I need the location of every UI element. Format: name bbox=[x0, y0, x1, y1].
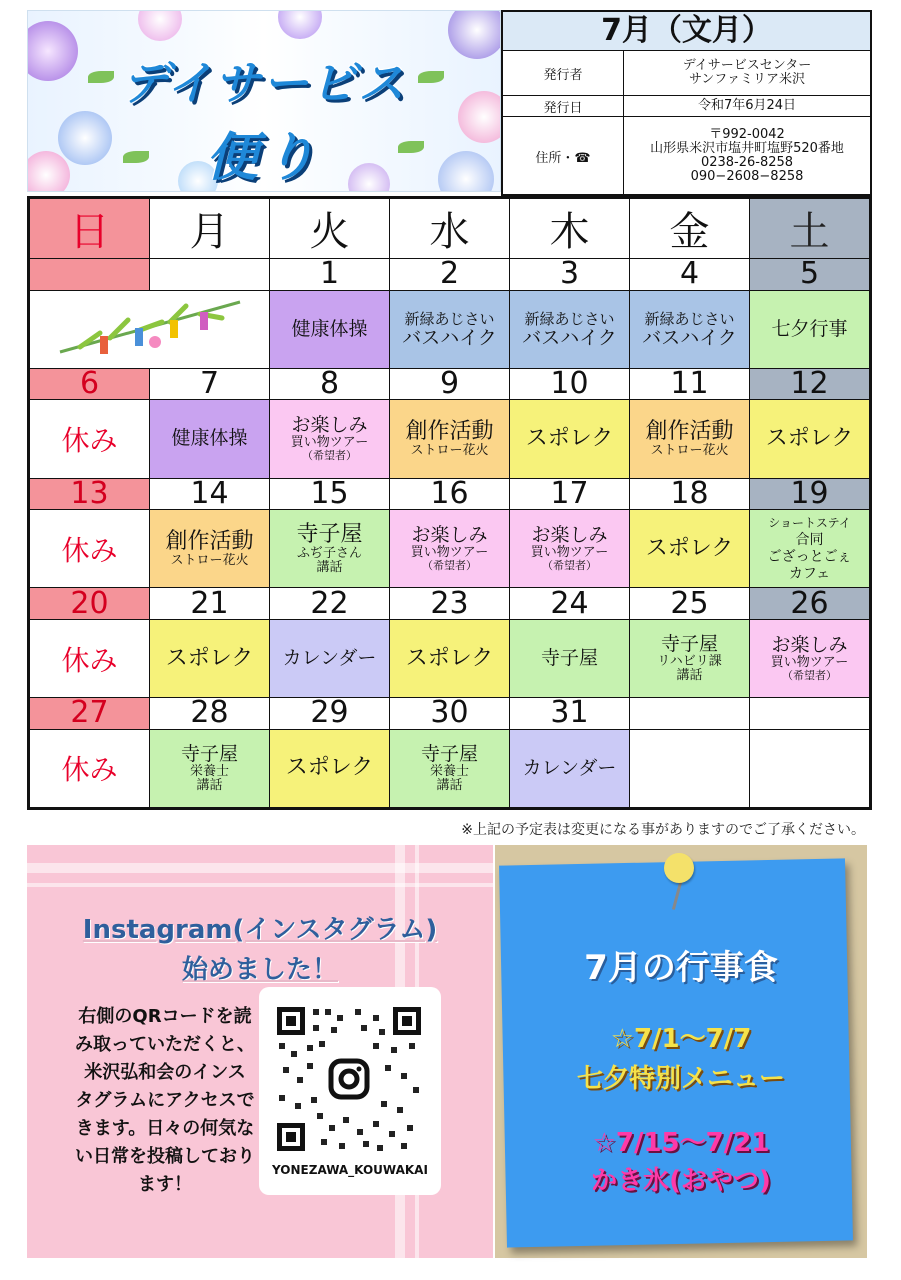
event-cell bbox=[630, 290, 750, 368]
date-cell: 28 bbox=[150, 698, 270, 730]
empty-cell bbox=[750, 729, 870, 807]
date-cell: 1 bbox=[270, 258, 390, 290]
event-row-week5 bbox=[30, 729, 870, 807]
description-line: 米沢弘和会のインス bbox=[84, 1062, 246, 1083]
date-cell: 27 bbox=[30, 698, 150, 730]
event-note: 講話 bbox=[436, 777, 463, 793]
date-row-week2 bbox=[30, 368, 870, 400]
event-title: スポレク bbox=[405, 645, 494, 671]
date-cell: 24 bbox=[510, 588, 630, 620]
event-cell bbox=[270, 400, 390, 478]
date-row-week3 bbox=[30, 478, 870, 510]
empty-cell bbox=[630, 729, 750, 807]
event-title: 寺子屋 bbox=[420, 742, 478, 765]
qr-code-card[interactable] bbox=[259, 987, 441, 1195]
date-cell: 6 bbox=[30, 368, 150, 400]
event-subtitle: バスハイク bbox=[402, 326, 497, 349]
event-note: （希望者） bbox=[422, 559, 477, 573]
street-address: 山形県米沢市塩井町塩野520番地 bbox=[650, 141, 844, 156]
event-cell bbox=[150, 729, 270, 807]
mobile-number: 090−2608−8258 bbox=[690, 169, 804, 184]
event-title: カレンダー bbox=[522, 756, 617, 779]
schedule-change-note: ※上記の予定表は変更になる事がありますのでご了承ください。 bbox=[461, 822, 865, 838]
description-line: タグラムにアクセスで bbox=[75, 1090, 255, 1111]
banner-title-line2: 便り bbox=[205, 128, 322, 188]
header bbox=[27, 10, 872, 196]
date-cell: 16 bbox=[390, 478, 510, 510]
date-cell: 12 bbox=[750, 368, 870, 400]
event-title: 新緑あじさい bbox=[524, 309, 615, 328]
event-cell bbox=[630, 510, 750, 588]
event-detail: 栄養士 bbox=[189, 763, 229, 779]
event-cell bbox=[750, 400, 870, 478]
event-note: 講話 bbox=[676, 668, 703, 684]
date-cell: 19 bbox=[750, 478, 870, 510]
instagram-title-line2: 始めました！ bbox=[181, 955, 338, 985]
event-note: （希望者） bbox=[302, 449, 357, 463]
event-note: 講話 bbox=[316, 559, 343, 575]
stripe-decoration bbox=[27, 863, 493, 873]
address-value bbox=[624, 117, 870, 195]
food-title: 7月の行事食 bbox=[584, 948, 778, 988]
date-cell: 11 bbox=[630, 368, 750, 400]
event-title: スポレク bbox=[285, 755, 374, 781]
event-subtitle: バスハイク bbox=[522, 326, 617, 349]
postal-code: 〒992-0042 bbox=[709, 127, 785, 142]
date-cell: 18 bbox=[630, 478, 750, 510]
date-cell: 29 bbox=[270, 698, 390, 730]
title-banner bbox=[27, 10, 501, 192]
publisher-label: 発行者 bbox=[503, 51, 624, 95]
address-label: 住所・☎ bbox=[503, 117, 624, 195]
date-cell: 30 bbox=[390, 698, 510, 730]
tanabata-illustration bbox=[30, 290, 270, 368]
event-cell bbox=[390, 729, 510, 807]
instagram-section bbox=[27, 845, 493, 1258]
description-line: い日常を投稿しており bbox=[75, 1146, 255, 1167]
event-title: お楽しみ bbox=[531, 524, 608, 547]
date-cell: 13 bbox=[30, 478, 150, 510]
event-detail: ストロー花火 bbox=[170, 552, 249, 568]
description-line: ます！ bbox=[138, 1174, 192, 1195]
event-title: 寺子屋 bbox=[296, 521, 363, 547]
event-cell bbox=[750, 290, 870, 368]
stripe-decoration bbox=[27, 883, 493, 887]
date-cell: 22 bbox=[270, 588, 390, 620]
date-cell: 5 bbox=[750, 258, 870, 290]
event-detail: リハビリ課 bbox=[657, 654, 722, 670]
month-title: 7月（文月） bbox=[503, 12, 870, 51]
event-title: 寺子屋 bbox=[540, 647, 598, 670]
event-detail: ストロー花火 bbox=[410, 442, 489, 458]
event-title: 創作活動 bbox=[645, 418, 734, 444]
event-title: 健康体操 bbox=[171, 427, 248, 450]
event-title: スポレク bbox=[645, 535, 734, 561]
event-title: お楽しみ bbox=[291, 414, 368, 437]
date-cell: 14 bbox=[150, 478, 270, 510]
date-cell: 26 bbox=[750, 588, 870, 620]
date-row bbox=[503, 96, 870, 117]
date-cell: 4 bbox=[630, 258, 750, 290]
event-title: カレンダー bbox=[282, 647, 377, 670]
weekday-saturday: 土 bbox=[750, 199, 870, 259]
date-cell bbox=[750, 698, 870, 730]
weekday-tuesday: 火 bbox=[270, 199, 390, 259]
event-cell bbox=[750, 619, 870, 697]
date-value: 令和7年6月24日 bbox=[697, 98, 797, 113]
event-cell bbox=[390, 290, 510, 368]
event-cell bbox=[150, 619, 270, 697]
date-row-week4 bbox=[30, 588, 870, 620]
weekday-sunday: 日 bbox=[30, 199, 150, 259]
date-cell: 9 bbox=[390, 368, 510, 400]
date-cell: 21 bbox=[150, 588, 270, 620]
event-cell bbox=[510, 400, 630, 478]
event-title: 創作活動 bbox=[405, 418, 494, 444]
event-title: 七夕行事 bbox=[771, 317, 848, 340]
description-line: 右側のQRコードを読 bbox=[78, 1006, 252, 1027]
date-cell: 23 bbox=[390, 588, 510, 620]
event-cell bbox=[390, 619, 510, 697]
date-row-week1 bbox=[30, 258, 870, 290]
event-title: スポレク bbox=[765, 425, 854, 451]
event-title: 寺子屋 bbox=[180, 742, 238, 765]
phone-number: 0238-26-8258 bbox=[700, 155, 794, 170]
rest-cell: 休み bbox=[30, 619, 150, 697]
event-detail: カフェ bbox=[788, 565, 831, 582]
event-cell bbox=[750, 510, 870, 588]
date-cell: 3 bbox=[510, 258, 630, 290]
date-cell: 2 bbox=[390, 258, 510, 290]
event-row-week4 bbox=[30, 619, 870, 697]
event-title: ショートステイ bbox=[768, 515, 851, 530]
date-cell: 17 bbox=[510, 478, 630, 510]
event-cell bbox=[510, 619, 630, 697]
event-cell bbox=[510, 290, 630, 368]
weekday-monday: 月 bbox=[150, 199, 270, 259]
event-note: 講話 bbox=[196, 777, 223, 793]
publisher-name-line2: サンファミリア米沢 bbox=[688, 72, 806, 87]
event-detail: 合同 bbox=[795, 531, 824, 548]
date-cell bbox=[630, 698, 750, 730]
date-cell: 15 bbox=[270, 478, 390, 510]
banner-title-line1: デイサービス bbox=[121, 56, 407, 110]
date-label: 発行日 bbox=[503, 96, 624, 116]
event-cell bbox=[630, 400, 750, 478]
description-line: み取っていただくと、 bbox=[75, 1034, 255, 1055]
event-cell bbox=[270, 619, 390, 697]
event-row-week2 bbox=[30, 400, 870, 478]
event-cell bbox=[510, 510, 630, 588]
date-cell: 7 bbox=[150, 368, 270, 400]
description-line: きます。日々の何気な bbox=[75, 1118, 255, 1139]
date-cell: 8 bbox=[270, 368, 390, 400]
date-row-week5 bbox=[30, 698, 870, 730]
bamboo-icon bbox=[40, 292, 260, 362]
instagram-title-line1: Instagram(インスタグラム) bbox=[82, 915, 438, 945]
event-detail: 買い物ツアー bbox=[770, 655, 849, 671]
food-item1-name: 七夕特別メニュー bbox=[576, 1064, 785, 1094]
event-title: スポレク bbox=[525, 425, 614, 451]
morning-glory-icon bbox=[138, 10, 182, 41]
publisher-row bbox=[503, 51, 870, 96]
instagram-description bbox=[51, 1003, 279, 1199]
event-cell bbox=[390, 510, 510, 588]
food-item2-name: かき氷(おやつ) bbox=[591, 1166, 771, 1196]
address-row bbox=[503, 117, 870, 195]
publisher-value bbox=[624, 51, 870, 95]
event-title: スポレク bbox=[165, 645, 254, 671]
date-cell: 25 bbox=[630, 588, 750, 620]
event-cell bbox=[270, 510, 390, 588]
weekday-header-row bbox=[30, 199, 870, 259]
event-row-week3 bbox=[30, 510, 870, 588]
food-item1-date: ☆7/1〜7/7 bbox=[610, 1024, 752, 1054]
rest-cell: 休み bbox=[30, 729, 150, 807]
date-cell bbox=[30, 258, 150, 290]
publisher-name-line1: デイサービスセンター bbox=[682, 58, 812, 73]
event-cell bbox=[390, 400, 510, 478]
date-cell bbox=[150, 258, 270, 290]
info-table bbox=[501, 10, 872, 196]
event-cell bbox=[270, 290, 390, 368]
event-cell bbox=[150, 510, 270, 588]
event-detail: 買い物ツアー bbox=[410, 545, 489, 561]
event-cell bbox=[510, 729, 630, 807]
event-detail: 買い物ツアー bbox=[530, 545, 609, 561]
event-detail: ストロー花火 bbox=[650, 442, 729, 458]
event-title: お楽しみ bbox=[411, 524, 488, 547]
weekday-thursday: 木 bbox=[510, 199, 630, 259]
food-item2-date: ☆7/15〜7/21 bbox=[592, 1128, 770, 1158]
qr-code-icon[interactable] bbox=[277, 1007, 421, 1151]
date-cell: 31 bbox=[510, 698, 630, 730]
event-note: （希望者） bbox=[782, 669, 837, 683]
push-pin-icon bbox=[664, 853, 694, 883]
event-title: 新緑あじさい bbox=[404, 309, 495, 328]
event-title: 新緑あじさい bbox=[644, 309, 735, 328]
calendar bbox=[27, 196, 872, 810]
weekday-friday: 金 bbox=[630, 199, 750, 259]
event-title: 創作活動 bbox=[165, 528, 254, 554]
event-subtitle: バスハイク bbox=[642, 326, 737, 349]
event-title: 健康体操 bbox=[291, 317, 368, 340]
event-title: 寺子屋 bbox=[660, 633, 718, 656]
event-cell bbox=[630, 619, 750, 697]
event-detail: ござっとごぇ bbox=[767, 548, 852, 565]
event-detail: ふぢ子さん bbox=[296, 545, 362, 561]
event-cell bbox=[270, 729, 390, 807]
date-cell: 10 bbox=[510, 368, 630, 400]
event-row-week1 bbox=[30, 290, 870, 368]
instagram-account-name: YONEZAWA_KOUWAKAI bbox=[272, 1163, 428, 1177]
weekday-wednesday: 水 bbox=[390, 199, 510, 259]
morning-glory-icon bbox=[278, 10, 322, 39]
event-cell bbox=[150, 400, 270, 478]
event-detail: 買い物ツアー bbox=[290, 435, 369, 451]
rest-cell: 休み bbox=[30, 400, 150, 478]
rest-cell: 休み bbox=[30, 510, 150, 588]
date-cell: 20 bbox=[30, 588, 150, 620]
event-title: お楽しみ bbox=[771, 634, 848, 657]
event-note: （希望者） bbox=[542, 559, 597, 573]
event-detail: 栄養士 bbox=[429, 763, 469, 779]
